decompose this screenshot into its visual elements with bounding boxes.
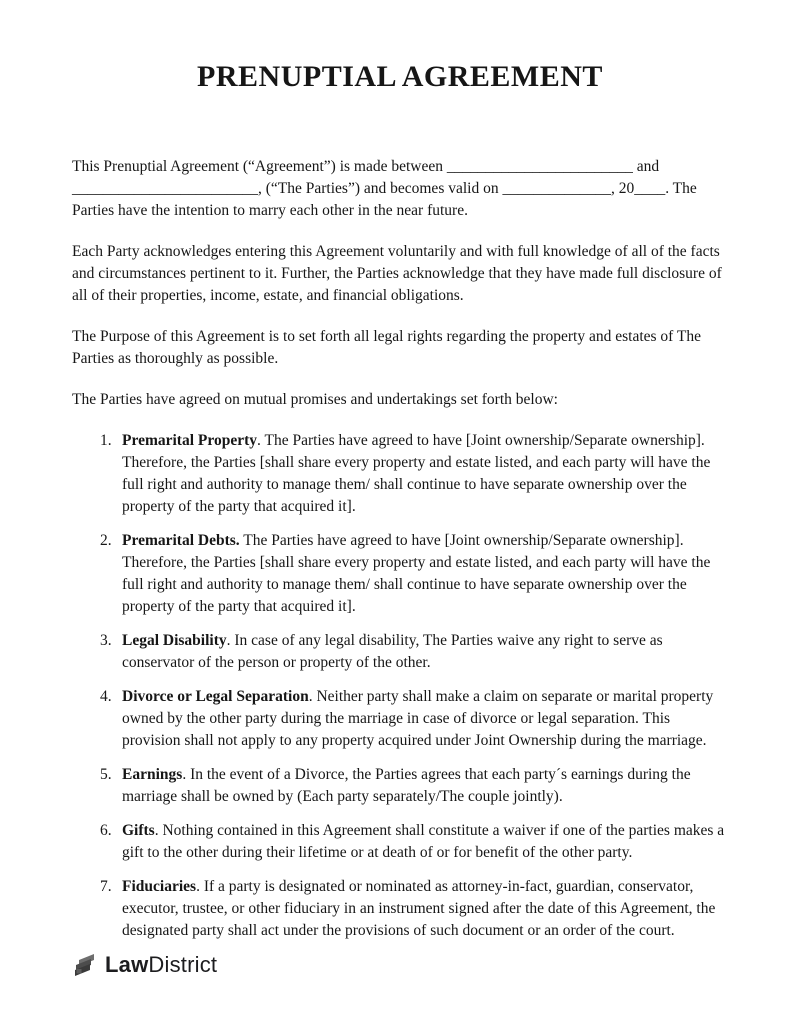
clause-number: 7. bbox=[100, 878, 112, 895]
clause-item-fiduciaries bbox=[72, 876, 728, 942]
promises-intro-paragraph: The Parties have agreed on mutual promises and undertakings set forth below: bbox=[72, 391, 558, 408]
clause-number: 6. bbox=[100, 822, 112, 839]
clause-item-legal-disability bbox=[72, 630, 728, 674]
clause-number: 4. bbox=[100, 688, 112, 705]
clause-title: Premarital Property bbox=[122, 432, 257, 449]
clause-text bbox=[122, 686, 728, 752]
clause-title: Divorce or Legal Separation bbox=[122, 688, 309, 705]
clause-text bbox=[122, 430, 728, 518]
clause-text bbox=[122, 530, 728, 618]
intro-paragraph: This Prenuptial Agreement (“Agreement”) is made between ________________________ and ________________________, (“The Parties”) and becomes valid on ______________, 20____. The Parties have the intention to marry each other in the near future. bbox=[72, 158, 697, 219]
clause-body: . Neither party shall make a claim on separate or marital property owned by the other party during the marriage in case of divorce or legal separation. This provision shall not apply to any property acquired under Joint Ownership during the marriage. bbox=[122, 688, 714, 749]
logo-text-law: Law bbox=[105, 951, 149, 977]
clause-text bbox=[122, 820, 728, 864]
clause-item-gifts bbox=[72, 820, 728, 864]
acknowledgement-paragraph: Each Party acknowledges entering this Agreement voluntarily and with full knowledge of all of the facts and circumstances pertinent to it. Further, the Parties acknowledge that they have made full disclosure of all of their properties, income, estate, and financial obligations. bbox=[72, 243, 722, 304]
clause-number: 1. bbox=[100, 432, 112, 449]
clause-item-divorce-or-legal-separation bbox=[72, 686, 728, 752]
clause-text bbox=[122, 764, 728, 808]
clause-title: Premarital Debts. bbox=[122, 532, 240, 549]
clause-body: The Parties have agreed to have [Joint ownership/Separate ownership]. Therefore, the Parties [shall share every property and estate listed, and each party will have the full right and authority to manage them/ shall continue to have separate ownership over the property of the party that acquired it]. bbox=[122, 532, 711, 615]
lawdistrict-logo-text bbox=[105, 952, 217, 978]
clause-number: 3. bbox=[100, 632, 112, 649]
clause-number: 2. bbox=[100, 532, 112, 549]
clause-body: . In case of any legal disability, The Parties waive any right to serve as conservator of the person or property of the other. bbox=[122, 632, 663, 671]
clause-item-premarital-property bbox=[72, 430, 728, 518]
clause-body: . If a party is designated or nominated as attorney-in-fact, guardian, conservator, executor, trustee, or other fiduciary in an instrument signed after the date of this Agreement, the designated party shall act under the provisions of such document or an order of the court. bbox=[122, 878, 716, 939]
purpose-paragraph: The Purpose of this Agreement is to set forth all legal rights regarding the property and estates of The Parties as thoroughly as possible. bbox=[72, 328, 702, 367]
clause-text bbox=[122, 876, 728, 942]
clause-body: . The Parties have agreed to have [Joint ownership/Separate ownership]. Therefore, the Parties [shall share every property and estate listed, and each party will have the full right and authority to manage them/ shall continue to have separate ownership over the property of the party that acquired it]. bbox=[122, 432, 711, 515]
clause-body: . Nothing contained in this Agreement shall constitute a waiver if one of the parties makes a gift to the other during their lifetime or at death of or for benefit of the other party. bbox=[122, 822, 725, 861]
clause-list bbox=[72, 430, 728, 942]
clause-item-earnings bbox=[72, 764, 728, 808]
clause-body: . In the event of a Divorce, the Parties agrees that each party´s earnings during the marriage shall be owned by (Each party separately/The couple jointly). bbox=[122, 766, 691, 805]
page-title: PRENUPTIAL AGREEMENT bbox=[197, 60, 603, 93]
clause-title: Gifts bbox=[122, 822, 155, 839]
clause-text bbox=[122, 630, 728, 674]
logo-text-district: District bbox=[148, 951, 218, 977]
clause-title: Fiduciaries bbox=[122, 878, 197, 895]
clause-title: Legal Disability bbox=[122, 632, 227, 649]
lawdistrict-stack-icon bbox=[72, 951, 99, 978]
clause-item-premarital-debts bbox=[72, 530, 728, 618]
footer bbox=[72, 951, 217, 978]
clause-title: Earnings bbox=[122, 766, 183, 783]
clause-number: 5. bbox=[100, 766, 112, 783]
